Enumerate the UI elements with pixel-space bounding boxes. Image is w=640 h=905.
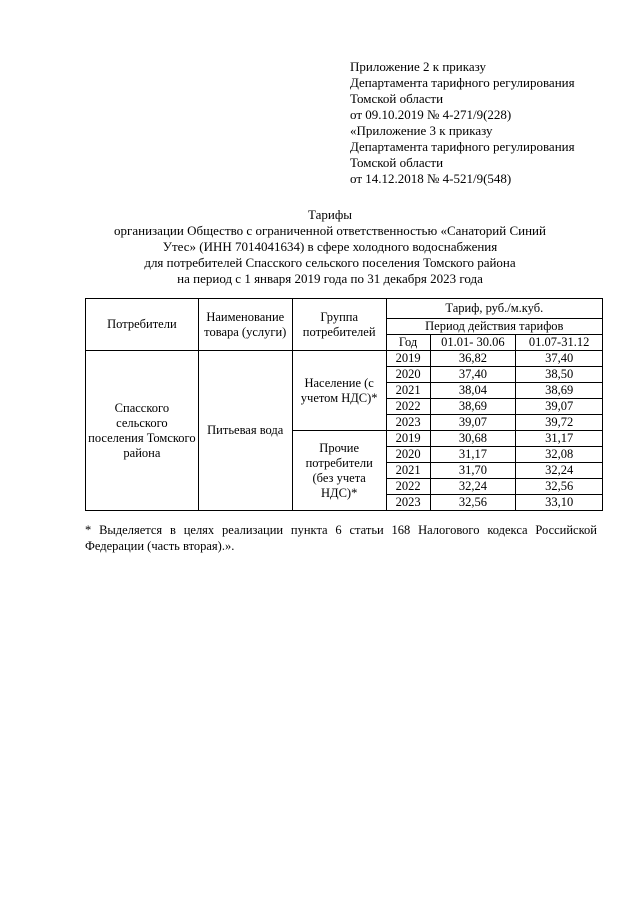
tariff-h1-cell: 32,56 xyxy=(430,495,516,511)
year-cell: 2021 xyxy=(386,383,430,399)
header-tariff: Тариф, руб./м.куб. xyxy=(386,299,602,319)
header-line: от 09.10.2019 № 4-271/9(228) xyxy=(350,107,512,122)
header-consumers: Потребители xyxy=(86,299,199,351)
header-year: Год xyxy=(386,335,430,351)
header-line: «Приложение 3 к приказу xyxy=(350,123,493,138)
header-h2: 01.07-31.12 xyxy=(516,335,603,351)
footnote: * Выделяется в целях реализации пункта 6 статьи 168 Налогового кодекса Российской Федерации (часть вторая).». xyxy=(85,523,597,553)
consumer-cell: Спасского сельского поселения Томского района xyxy=(86,351,199,511)
tariff-h2-cell: 39,07 xyxy=(516,399,603,415)
year-cell: 2023 xyxy=(386,415,430,431)
header-h1: 01.01- 30.06 xyxy=(430,335,516,351)
tariff-h1-cell: 30,68 xyxy=(430,431,516,447)
tariff-h2-cell: 32,08 xyxy=(516,447,603,463)
tariff-h2-cell: 37,40 xyxy=(516,351,603,367)
tariff-table xyxy=(85,298,603,511)
year-cell: 2020 xyxy=(386,367,430,383)
header-line: Департамента тарифного регулирования xyxy=(350,139,575,154)
year-cell: 2019 xyxy=(386,431,430,447)
header-line: Томской области xyxy=(350,91,444,106)
year-cell: 2020 xyxy=(386,447,430,463)
year-cell: 2022 xyxy=(386,479,430,495)
tariff-h1-cell: 37,40 xyxy=(430,367,516,383)
title-line: для потребителей Спасского сельского поселения Томского района xyxy=(144,255,516,270)
appendix-header xyxy=(350,59,610,187)
title-line: Тарифы xyxy=(307,207,352,222)
tariff-h2-cell: 39,72 xyxy=(516,415,603,431)
year-cell: 2022 xyxy=(386,399,430,415)
year-cell: 2023 xyxy=(386,495,430,511)
header-line: Приложение 2 к приказу xyxy=(350,59,487,74)
tariff-h2-cell: 38,50 xyxy=(516,367,603,383)
title-line: Утес» (ИНН 7014041634) в сфере холодного водоснабжения xyxy=(162,239,498,254)
tariff-h1-cell: 38,04 xyxy=(430,383,516,399)
tariff-h2-cell: 32,56 xyxy=(516,479,603,495)
year-cell: 2021 xyxy=(386,463,430,479)
tariff-h1-cell: 32,24 xyxy=(430,479,516,495)
tariff-h2-cell: 33,10 xyxy=(516,495,603,511)
tariff-h2-cell: 38,69 xyxy=(516,383,603,399)
tariff-h2-cell: 32,24 xyxy=(516,463,603,479)
header-product: Наименование товара (услуги) xyxy=(198,299,292,351)
tariff-h1-cell: 39,07 xyxy=(430,415,516,431)
document-title xyxy=(60,207,600,287)
year-cell: 2019 xyxy=(386,351,430,367)
title-line: на период с 1 января 2019 года по 31 декабря 2023 года xyxy=(177,271,483,286)
tariff-h1-cell: 31,70 xyxy=(430,463,516,479)
product-cell: Питьевая вода xyxy=(198,351,292,511)
tariff-h1-cell: 31,17 xyxy=(430,447,516,463)
title-line: организации Общество с ограниченной ответственностью «Санаторий Синий xyxy=(114,223,546,238)
header-line: Департамента тарифного регулирования xyxy=(350,75,575,90)
header-line: Томской области xyxy=(350,155,444,170)
header-line: от 14.12.2018 № 4-521/9(548) xyxy=(350,171,512,186)
header-group: Группа потребителей xyxy=(292,299,386,351)
group-cell: Население (с учетом НДС)* xyxy=(292,351,386,431)
group-cell: Прочие потребители (без учета НДС)* xyxy=(292,431,386,511)
tariff-h1-cell: 36,82 xyxy=(430,351,516,367)
header-period: Период действия тарифов xyxy=(386,319,602,335)
table-row xyxy=(86,351,603,367)
tariff-h1-cell: 38,69 xyxy=(430,399,516,415)
tariff-h2-cell: 31,17 xyxy=(516,431,603,447)
